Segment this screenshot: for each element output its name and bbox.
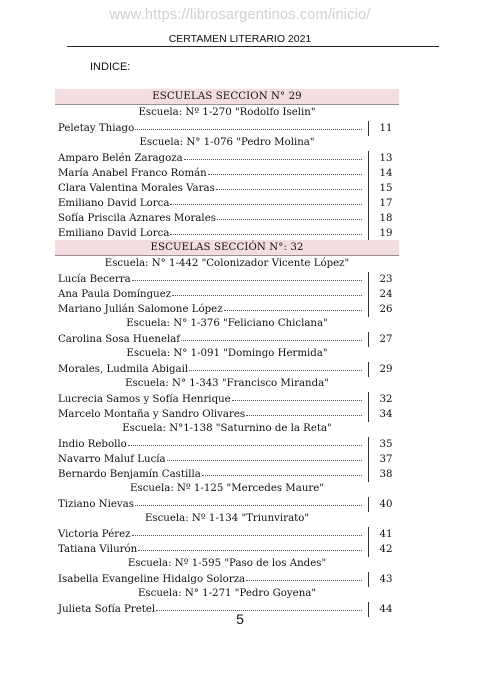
section-heading: ESCUELAS SECCION N° 29 bbox=[55, 89, 399, 105]
toc-entry bbox=[55, 120, 399, 135]
dot-leader bbox=[138, 540, 362, 551]
watermark-url: www.https://librosargentinos.com/inicio/ bbox=[109, 7, 371, 23]
dot-leader bbox=[216, 179, 362, 190]
entry-author: Ana Paula Domínguez bbox=[58, 289, 172, 300]
dot-leader bbox=[132, 525, 362, 536]
entry-page-number: 29 bbox=[368, 362, 399, 377]
dot-leader bbox=[170, 194, 362, 205]
entry-author: Emiliano David Lorca bbox=[58, 198, 170, 209]
dot-leader bbox=[172, 285, 362, 296]
entry-author: Carolina Sosa Huenelaf bbox=[58, 334, 181, 345]
entry-author: Tiziano Nievas bbox=[58, 499, 134, 510]
toc-entry bbox=[55, 210, 399, 225]
entry-author: Tatiana Vilurón bbox=[58, 544, 138, 555]
dot-leader bbox=[246, 405, 362, 416]
entry-page-number: 23 bbox=[368, 272, 399, 287]
section-heading: ESCUELAS SECCIÓN N°: 32 bbox=[55, 240, 399, 256]
entry-page-number: 44 bbox=[368, 602, 399, 617]
toc-entry bbox=[55, 571, 399, 586]
toc-entry bbox=[55, 466, 399, 481]
school-heading: Escuela: N°1-138 "Saturnino de la Reta" bbox=[122, 423, 332, 434]
dot-leader bbox=[128, 435, 362, 446]
dot-leader bbox=[208, 164, 362, 175]
entry-author: Morales, Ludmila Abigail bbox=[58, 364, 189, 375]
entry-author: Lucía Becerra bbox=[58, 274, 131, 285]
entry-page-number: 35 bbox=[368, 437, 399, 452]
school-heading: Escuela: Nº 1-595 "Paso de los Andes" bbox=[127, 558, 327, 569]
entry-author: María Anabel Franco Román bbox=[58, 168, 207, 179]
toc-entry bbox=[55, 436, 399, 451]
toc-entry bbox=[55, 225, 399, 240]
toc-entry bbox=[55, 180, 399, 195]
entry-page-number: 40 bbox=[368, 497, 399, 512]
toc-entry bbox=[55, 361, 399, 376]
school-heading: Escuela: N° 1-376 "Feliciano Chiclana" bbox=[126, 318, 328, 329]
toc-entry bbox=[55, 165, 399, 180]
entry-author: Mariano Julián Salomone López bbox=[58, 304, 223, 315]
dot-leader bbox=[217, 209, 362, 220]
school-heading: Escuela: N° 1-442 "Colonizador Vicente López" bbox=[104, 258, 350, 269]
entry-author: Victoria Pérez bbox=[58, 529, 131, 540]
dot-leader bbox=[202, 465, 362, 476]
entry-page-number: 34 bbox=[368, 407, 399, 422]
entry-author: Indio Rebollo bbox=[58, 439, 127, 450]
entry-author: Julieta Sofía Pretel bbox=[58, 604, 156, 615]
toc-entry bbox=[55, 496, 399, 511]
entry-author: Peletay Thiago bbox=[58, 123, 135, 134]
entry-page-number: 27 bbox=[368, 332, 399, 347]
entry-author: Bernardo Benjamín Castilla bbox=[58, 469, 201, 480]
toc-entry bbox=[55, 406, 399, 421]
school-heading: Escuela: Nº 1-270 "Rodolfo Iselin" bbox=[138, 107, 316, 118]
dot-leader bbox=[132, 270, 362, 281]
school-heading: Escuela: Nº 1-134 "Triunvirato" bbox=[144, 513, 310, 524]
entry-author: Sofía Priscila Aznares Morales bbox=[58, 213, 216, 224]
entry-page-number: 24 bbox=[368, 287, 399, 302]
school-heading: Escuela: N° 1-091 "Domingo Hermida" bbox=[126, 348, 328, 359]
section-escuelas-29 bbox=[55, 89, 399, 240]
dot-leader bbox=[181, 330, 362, 341]
entry-author: Isabella Evangeline Hidalgo Solorza bbox=[58, 574, 246, 585]
entry-page-number: 15 bbox=[368, 181, 399, 196]
entry-author: Lucrecia Samos y Sofía Henrique bbox=[58, 394, 231, 405]
entry-page-number: 18 bbox=[368, 211, 399, 226]
entry-author: Clara Valentina Morales Varas bbox=[58, 183, 215, 194]
toc-entry bbox=[55, 331, 399, 346]
school-heading: Escuela: N° 1-076 "Pedro Molina" bbox=[139, 137, 315, 148]
page-number: 5 bbox=[236, 611, 244, 627]
entry-page-number: 17 bbox=[368, 196, 399, 211]
dot-leader bbox=[170, 224, 362, 235]
toc-entry bbox=[55, 451, 399, 466]
entry-page-number: 19 bbox=[368, 226, 399, 241]
entry-author: Marcelo Montaña y Sandro Olivares bbox=[58, 409, 246, 420]
entry-page-number: 32 bbox=[368, 392, 399, 407]
toc-entry bbox=[55, 541, 399, 556]
toc-entry bbox=[55, 271, 399, 286]
entry-author: Amparo Belén Zaragoza bbox=[58, 153, 183, 164]
toc-entry bbox=[55, 391, 399, 406]
toc-entry bbox=[55, 526, 399, 541]
dot-leader bbox=[135, 495, 362, 506]
entry-page-number: 13 bbox=[368, 151, 399, 166]
school-heading: Escuela: Nº 1-125 "Mercedes Maure" bbox=[130, 483, 324, 494]
toc-entry bbox=[55, 286, 399, 301]
dot-leader bbox=[184, 149, 362, 160]
header-divider bbox=[67, 46, 439, 47]
school-heading: Escuela: N° 1-343 "Francisco Miranda" bbox=[125, 378, 329, 389]
entry-page-number: 14 bbox=[368, 166, 399, 181]
dot-leader bbox=[246, 570, 362, 581]
entry-page-number: 41 bbox=[368, 527, 399, 542]
dot-leader bbox=[156, 600, 362, 611]
document-header-title: CERTAMEN LITERARIO 2021 bbox=[168, 33, 312, 45]
entry-page-number: 37 bbox=[368, 452, 399, 467]
section-escuelas-32 bbox=[55, 240, 399, 616]
toc-entry bbox=[55, 150, 399, 165]
index-label: INDICE: bbox=[90, 61, 131, 73]
entry-author: Emiliano David Lorca bbox=[58, 228, 170, 239]
dot-leader bbox=[232, 390, 362, 401]
toc-entry bbox=[55, 301, 399, 316]
entry-page-number: 26 bbox=[368, 302, 399, 317]
dot-leader bbox=[224, 300, 362, 311]
entry-page-number: 38 bbox=[368, 467, 399, 482]
school-heading: Escuela: N° 1-271 "Pedro Goyena" bbox=[137, 588, 317, 599]
dot-leader bbox=[189, 360, 362, 371]
dot-leader bbox=[135, 119, 362, 130]
toc-entry bbox=[55, 195, 399, 210]
entry-page-number: 43 bbox=[368, 572, 399, 587]
entry-author: Navarro Maluf Lucía bbox=[58, 454, 166, 465]
entry-page-number: 11 bbox=[368, 121, 399, 136]
dot-leader bbox=[167, 450, 362, 461]
entry-page-number: 42 bbox=[368, 542, 399, 557]
